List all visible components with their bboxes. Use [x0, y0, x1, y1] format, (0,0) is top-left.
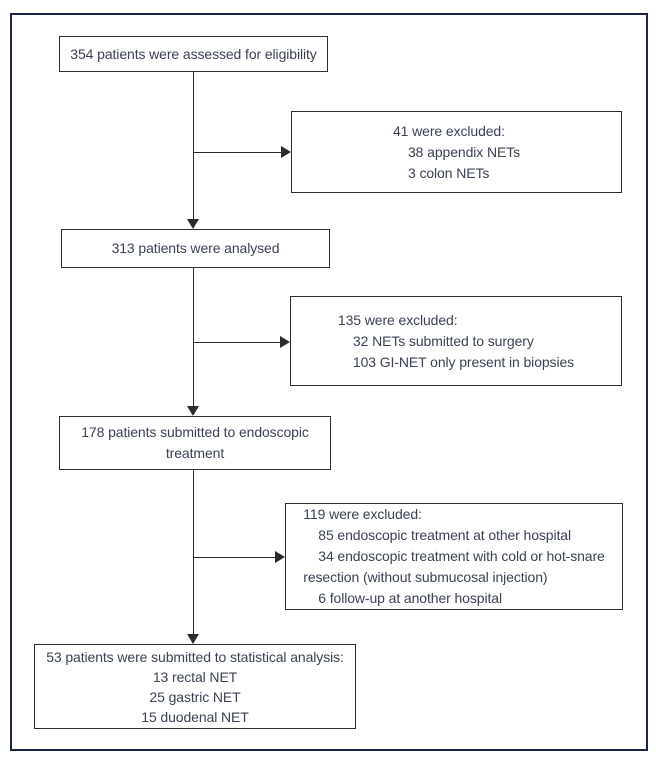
excluded-119-item-2-continuation: resection (without submucosal injection): [303, 569, 548, 585]
box-statistical-analysis: [34, 644, 356, 729]
excluded-135-header: 135 were excluded:: [337, 311, 458, 328]
box-endoscopic-treatment: [59, 416, 331, 470]
excluded-135-item-1: 32 NETs submitted to surgery: [352, 332, 534, 349]
excluded-119-item-1: 85 endoscopic treatment at other hospital: [318, 527, 571, 543]
connector-branch-excluded-119: [193, 557, 275, 559]
excluded-135-item-2: 103 GI-NET only present in biopsies: [352, 353, 575, 370]
arrowhead-down-icon: [187, 634, 199, 644]
box-final-line-1: 53 patients were submitted to statistical analysis:: [46, 648, 344, 665]
connector-assessed-to-analysed: [193, 72, 195, 221]
arrowhead-right-icon: [281, 146, 291, 158]
box-final-line-4: 15 duodenal NET: [141, 708, 249, 725]
arrowhead-down-icon: [187, 219, 199, 229]
box-excluded-135: [290, 296, 622, 386]
box-analysed-text: 313 patients were analysed: [111, 240, 280, 256]
excluded-41-item-2: 3 colon NETs: [407, 164, 490, 181]
box-endoscopic-line-1: 178 patients submitted to endoscopic: [81, 424, 309, 440]
connector-endoscopic-to-final: [193, 470, 195, 634]
excluded-119-header: 119 were excluded:: [303, 506, 422, 522]
box-assessed-text: 354 patients were assessed for eligibility: [70, 45, 317, 62]
excluded-119-item-2: 34 endoscopic treatment with cold or hot-snare: [318, 548, 605, 564]
connector-analysed-to-endoscopic: [193, 268, 195, 407]
box-final-line-3: 25 gastric NET: [149, 688, 241, 705]
excluded-119-item-3: 6 follow-up at another hospital: [318, 590, 502, 606]
box-excluded-119: [285, 503, 623, 610]
box-analysed: [61, 229, 330, 268]
connector-branch-excluded-41: [193, 152, 281, 154]
box-endoscopic-line-2: treatment: [165, 445, 225, 461]
box-excluded-41: [291, 111, 622, 193]
arrowhead-right-icon: [280, 336, 290, 348]
connector-branch-excluded-135: [193, 342, 280, 344]
excluded-41-item-1: 38 appendix NETs: [407, 143, 521, 160]
box-assessed: [59, 36, 328, 72]
excluded-41-header: 41 were excluded:: [392, 122, 505, 139]
box-final-line-2: 13 rectal NET: [152, 668, 238, 685]
excluded-41-text-block: [393, 121, 520, 184]
excluded-135-text-block: [338, 310, 574, 373]
arrowhead-down-icon: [187, 406, 199, 416]
excluded-119-text-block: [303, 504, 604, 609]
arrowhead-right-icon: [275, 551, 285, 563]
